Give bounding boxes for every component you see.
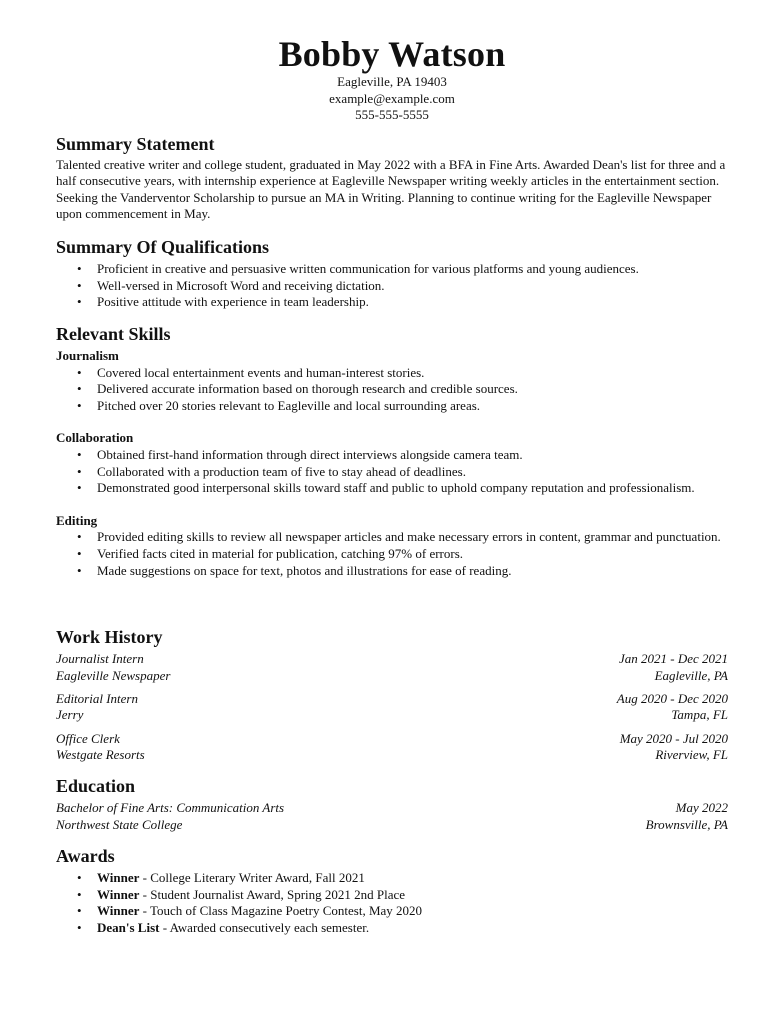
job-location: Riverview, FL — [655, 747, 728, 763]
list-item: • Verified facts cited in material for publication, catching 97% of errors. — [56, 546, 728, 563]
list-item: • Covered local entertainment events and human-interest stories. — [56, 365, 728, 382]
education-school: Northwest State College — [56, 816, 183, 832]
job-company: Eagleville Newspaper — [56, 667, 171, 683]
award-label: Winner — [97, 886, 140, 902]
candidate-name: Bobby Watson — [278, 34, 506, 74]
qualifications-list — [56, 261, 728, 311]
list-item: • Positive attitude with experience in team leadership. — [56, 294, 728, 311]
award-label: Winner — [97, 870, 140, 885]
work-section — [56, 626, 728, 764]
education-section — [56, 775, 728, 833]
contact-email: example@example.com — [329, 90, 455, 106]
job-dates: Aug 2020 - Dec 2020 — [616, 690, 728, 706]
list-item: • Made suggestions on space for text, photos and illustrations for ease of reading. — [56, 563, 728, 580]
awards-section — [56, 845, 728, 936]
list-item: • Delivered accurate information based on thorough research and credible sources. — [56, 381, 728, 398]
list-item: • Provided editing skills to review all newspaper articles and make necessary errors in content, grammar and punctuation. — [56, 529, 728, 546]
award-item — [56, 903, 728, 920]
job-dates: Jan 2021 - Dec 2021 — [618, 651, 728, 666]
award-label: Dean's List — [97, 919, 160, 935]
award-text: - College Literary Writer Award, Fall 2021 — [139, 870, 365, 885]
award-item — [56, 870, 728, 887]
resume-header — [0, 0, 784, 124]
awards-list — [56, 870, 728, 936]
job-role: Journalist Intern — [56, 651, 144, 666]
skill-group-title: Journalism — [56, 348, 119, 363]
contact-location: Eagleville, PA 19403 — [337, 74, 447, 89]
awards-title: Awards — [56, 846, 115, 866]
job-role: Office Clerk — [56, 730, 120, 746]
job-location: Eagleville, PA — [654, 667, 728, 683]
skill-group-collaboration — [56, 430, 728, 496]
list-item: • Demonstrated good interpersonal skills toward staff and public to uphold company reputation and professionalism. — [56, 480, 728, 497]
skills-section — [56, 323, 728, 595]
skill-group-title: Collaboration — [56, 430, 134, 446]
work-title: Work History — [56, 627, 163, 647]
job-company: Westgate Resorts — [56, 747, 145, 763]
award-item — [56, 887, 728, 904]
award-label: Winner — [97, 903, 140, 919]
job-location: Tampa, FL — [671, 707, 728, 723]
skill-list — [56, 529, 728, 579]
qualifications-section — [56, 236, 728, 311]
education-entry — [56, 800, 728, 833]
education-date: May 2022 — [675, 800, 728, 815]
list-item: • Well-versed in Microsoft Word and receiving dictation. — [56, 278, 728, 295]
education-degree: Bachelor of Fine Arts: Communication Arts — [56, 800, 285, 815]
award-item — [56, 920, 728, 937]
job-entry — [56, 651, 728, 684]
qualifications-title: Summary Of Qualifications — [56, 237, 270, 257]
list-item: • Proficient in creative and persuasive written communication for various platforms and young audiences. — [56, 261, 728, 278]
job-entry — [56, 731, 728, 764]
job-company: Jerry — [56, 707, 84, 723]
job-entry — [56, 691, 728, 724]
job-dates: May 2020 - Jul 2020 — [619, 730, 728, 746]
skills-title: Relevant Skills — [56, 324, 171, 344]
award-text: - Student Journalist Award, Spring 2021 2nd Place — [139, 886, 406, 902]
job-role: Editorial Intern — [56, 690, 138, 706]
summary-section — [56, 133, 728, 223]
education-location: Brownsville, PA — [645, 816, 728, 832]
skill-group-title: Editing — [56, 512, 98, 528]
list-item: • Obtained first-hand information through direct interviews alongside camera team. — [56, 447, 728, 464]
skill-list — [56, 365, 728, 415]
skill-list — [56, 447, 728, 497]
work-list — [56, 651, 728, 764]
award-text: - Awarded consecutively each semester. — [159, 919, 370, 935]
contact-phone: 555-555-5555 — [355, 107, 429, 122]
education-title: Education — [56, 776, 136, 796]
summary-text: Talented creative writer and college student, graduated in May 2022 with a BFA in Fine Arts. Awarded Dean's list for three and a half consecutive years, with internship experience at Eagleville Newspaper writing weekly articles in the entertainment section. Seeking the Vanderventor Scholarship to pursue an MA in Writing. Planning to continue writing for the Eagleville Newspaper upon commencement in May. — [56, 157, 726, 222]
list-item: • Collaborated with a production team of five to stay ahead of deadlines. — [56, 464, 728, 481]
award-text: - Touch of Class Magazine Poetry Contest, May 2020 — [139, 903, 423, 919]
summary-title: Summary Statement — [56, 134, 215, 154]
skill-group-editing — [56, 513, 728, 579]
skill-group-journalism — [56, 348, 728, 414]
list-item: • Pitched over 20 stories relevant to Eagleville and local surrounding areas. — [56, 398, 728, 415]
